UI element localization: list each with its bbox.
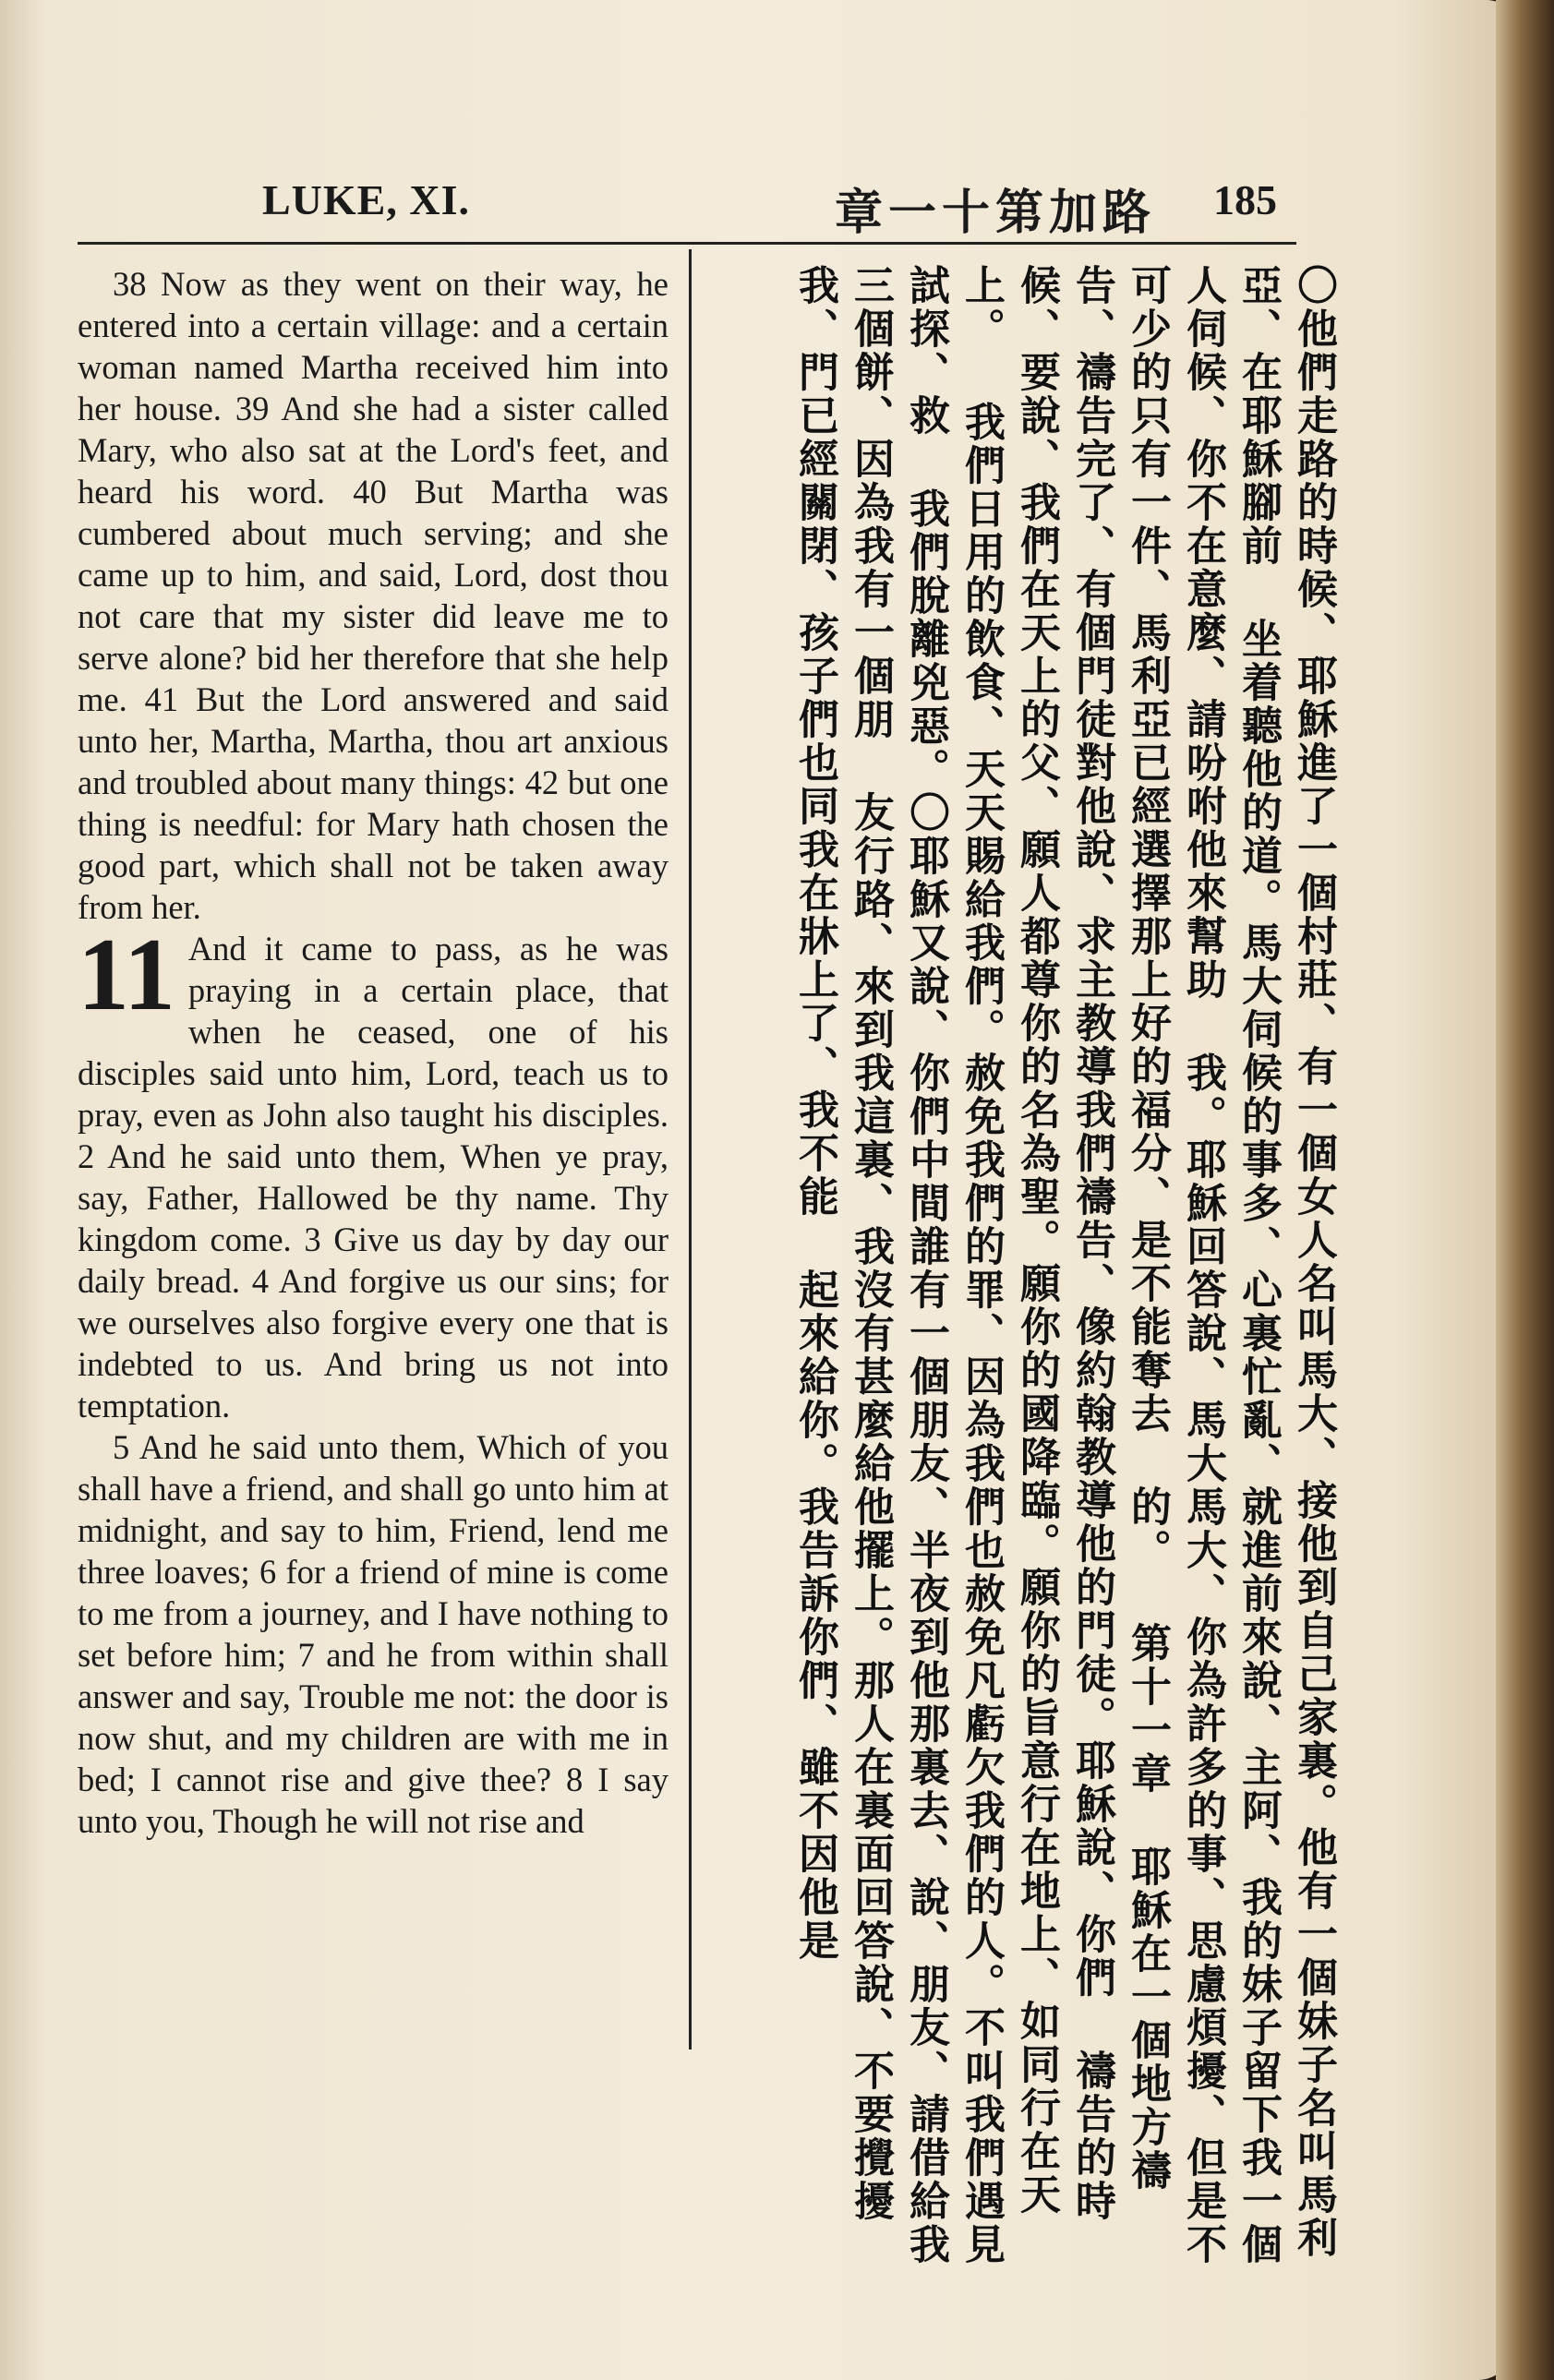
chinese-line: 〇他們走路的時候、耶穌進了一個村莊、有一個女人名叫馬大、接他到自己家裏。他有一個妹子名叫馬利亞、在耶穌腳前 xyxy=(1235,264,1337,2260)
chinese-line: 我。耶穌回答說、馬大馬大、你為許多的事、思慮煩擾、但是不可少的只有一件、馬利亞已經選擇那上好的福分、是不能奪去 xyxy=(1124,264,1226,2266)
chinese-column xyxy=(704,264,1341,2277)
running-header xyxy=(78,166,1296,240)
chinese-running-title: 章一十第加路 xyxy=(835,186,1157,241)
english-paragraph-3: 5 And he said unto them, Which of you shall have a friend, and shall go unto him at midnight, and say to him, Friend, lend me three loaves; 6 for a friend of mine is come to me from a journey, and I have nothing to set before him; 7 and he from within shall answer and say, Trouble me not: the door is now shut, and my children are with me in bed; I cannot rise and give thee? 8 I say unto you, Though he will not rise and xyxy=(78,1428,669,1840)
english-column xyxy=(78,263,669,2248)
chinese-line: 友行路、來到我這裏、我沒有甚麼給他擺上。那人在裏面回答說、不要攪擾我、門已經關閉、孩子們也同我在牀上了、我不能 xyxy=(791,264,894,2223)
english-running-title: LUKE, XI. xyxy=(262,176,470,223)
column-divider xyxy=(689,249,692,2049)
english-paragraph-2 xyxy=(78,918,669,1426)
english-paragraph-1: 38 Now as they went on their way, he entered into a certain village: and a certain woman named Martha received him into her house. 39 And she had a sister called Mary, who also sat at the Lord's feet, and heard his word. 40 But Martha was cumbered about much serving; and she came up to him, and said, Lord, dost thou not care that my sister did leave me to serve alone? bid her therefore that she help me. 41 But the Lord answered and said unto her, Martha, Martha, thou art anxious and troubled about many things: 42 but one thing is needful: for Mary hath chosen the good part, which shall not be taken away from her. xyxy=(78,265,669,926)
chinese-line: 坐着聽他的道。馬大伺候的事多、心裏忙亂、就進前來說、主阿、我的妹子留下我一個人伺候、你不在意麼、請吩咐他來幫助 xyxy=(1179,264,1282,2266)
page-number: 185 xyxy=(1213,176,1277,223)
chinese-line: 第十一章 耶穌在一個地方禱告、禱告完了、有個門徒對他說、求主教導我們禱告、像約翰教導他的門徒。耶穌說、你們 xyxy=(1068,264,1171,2193)
chinese-line: 禱告的時候、要說、我們在天上的父、願人都尊你的名為聖。願你的國降臨。願你的旨意行在地上、如同行在天上。 xyxy=(958,264,1115,2223)
book-page-edge xyxy=(1496,0,1554,2380)
header-rule xyxy=(78,242,1296,245)
chinese-line: 的。 xyxy=(1124,1485,1171,1572)
chinese-line: 我們日用的飲食、天天賜給我們。赦免我們的罪、因為我們也赦免凡虧欠我們的人。不叫我們遇見試探、救 xyxy=(902,264,1005,2266)
chinese-line: 起來給你。我告訴你們、雖不因他是 xyxy=(791,1268,838,1963)
chapter-dropcap: 11 xyxy=(78,918,175,1032)
english-paragraph-2-text: And it came to pass, as he was praying in a certain place, that when he ceased, one of his disciples said unto him, Lord, teach us to pray, even as John also taught his disciples. 2 And he said unto them, When ye pray, say, Father, Hallowed be thy name. Thy kingdom come. 3 Give us day by day our daily bread. 4 And forgive us our sins; for we ourselves also forgive every one that is indebted to us. And bring us not into temptation. xyxy=(78,930,669,1424)
chinese-line: 我們脫離兇惡。〇耶穌又說、你們中間誰有一個朋友、半夜到他那裏去、說、朋友、請借給我三個餅、因為我有一個朋 xyxy=(847,264,949,2266)
